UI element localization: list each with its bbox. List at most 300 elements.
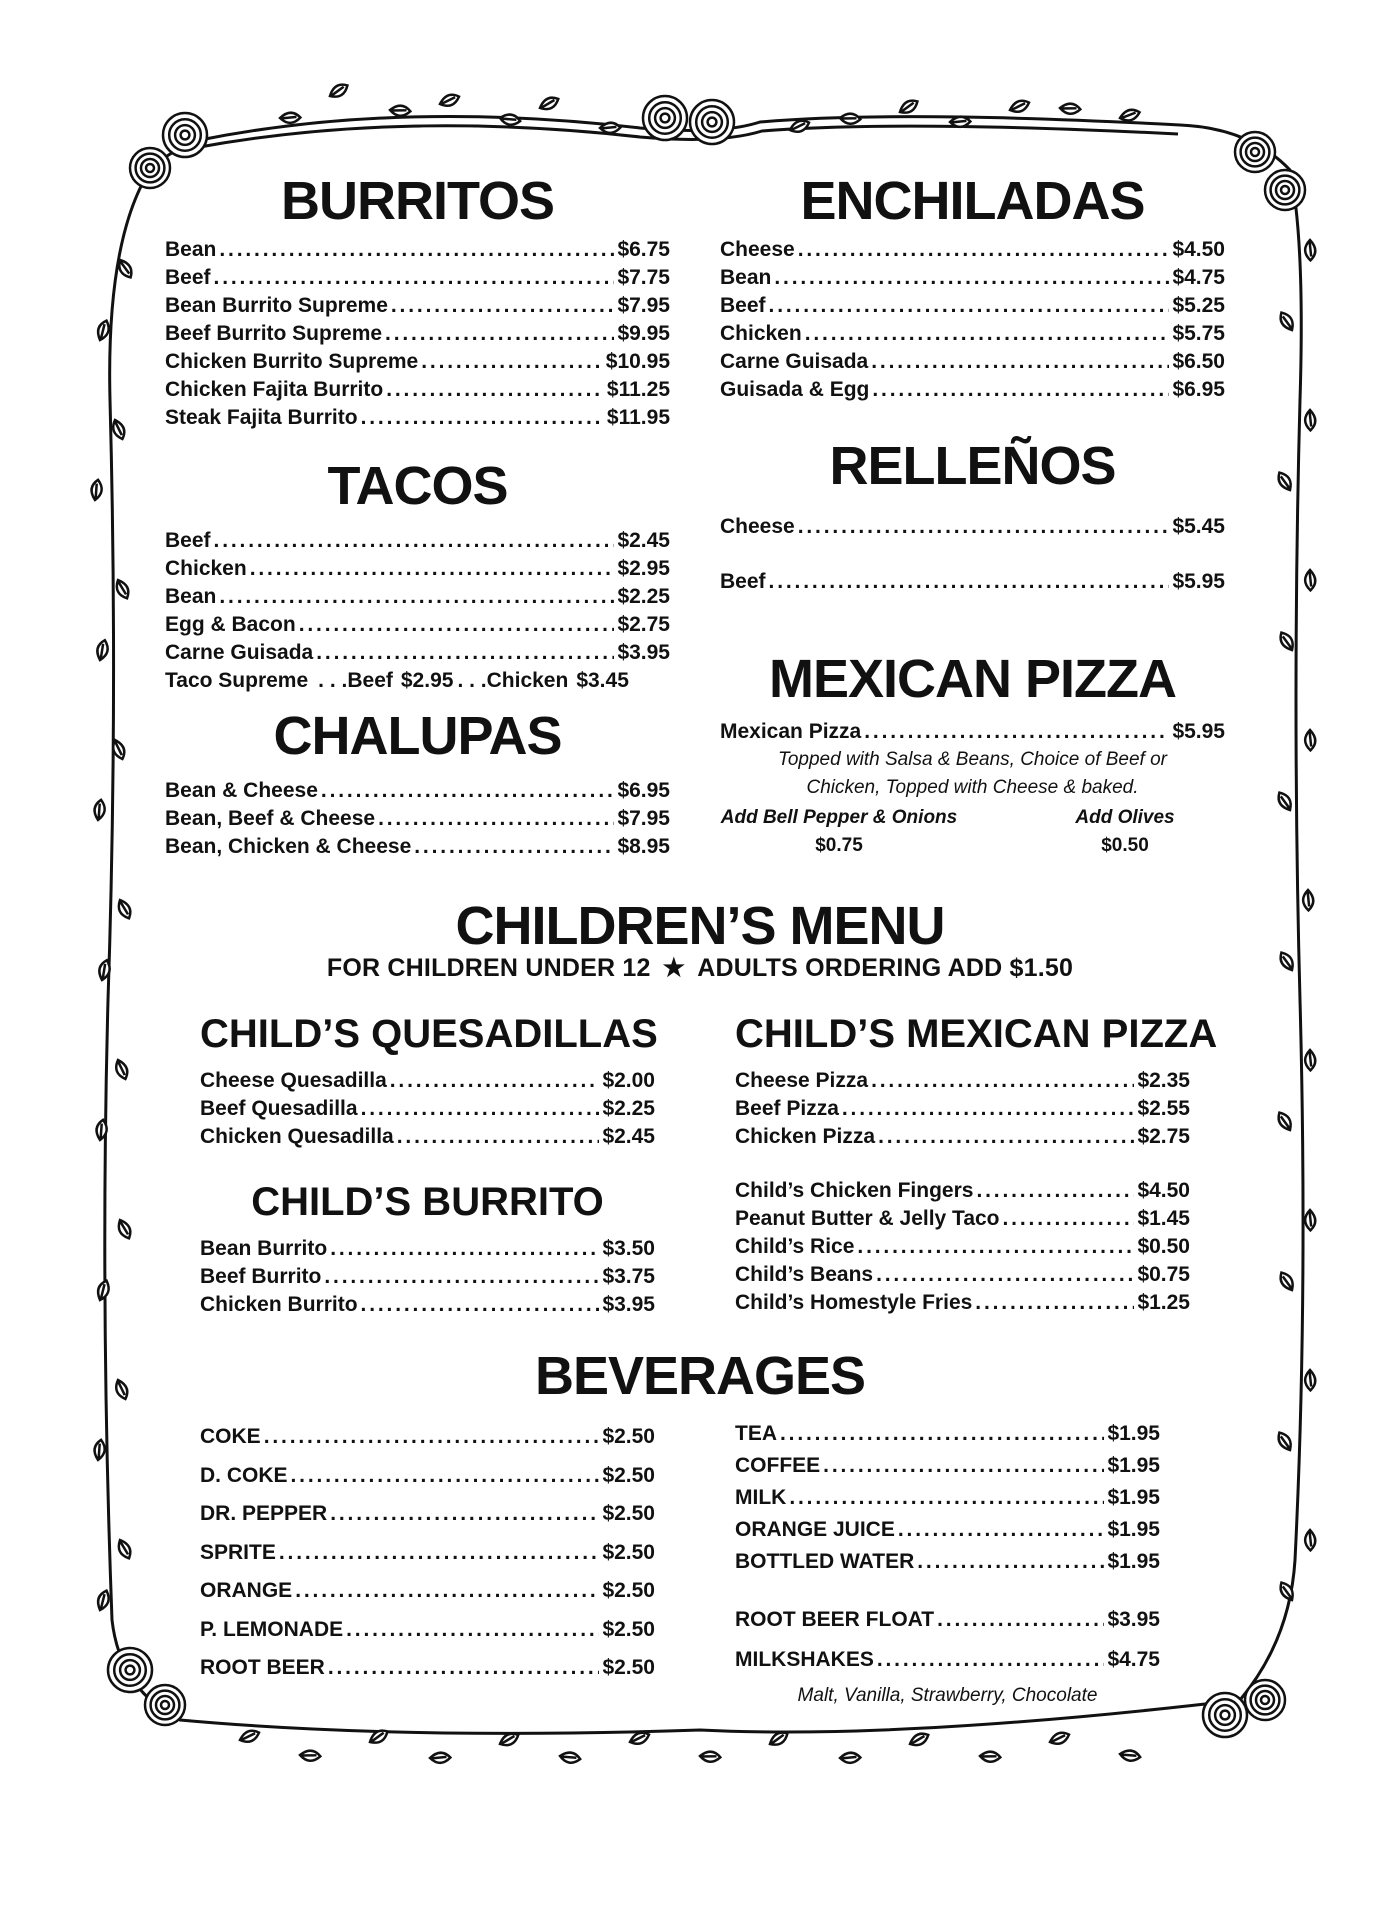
dot-leader [842, 1095, 1135, 1123]
dot-leader [346, 1611, 599, 1650]
leaf-icon [789, 119, 811, 133]
item-price: $7.75 [617, 266, 670, 289]
leaf-icon [1303, 1049, 1317, 1071]
item-name: Bean & Cheese [165, 779, 318, 802]
leaf-icon [1303, 1529, 1317, 1551]
menu-item-row [735, 1450, 1160, 1482]
item-name: P. LEMONADE [200, 1617, 344, 1641]
menu-item-row [735, 1289, 1190, 1317]
item-price: $2.50 [602, 1463, 655, 1487]
rose-icon [1245, 1680, 1285, 1720]
dot-leader [299, 611, 615, 639]
item-price: $5.25 [1172, 294, 1225, 317]
beverages-title: BEVERAGES [534, 1346, 866, 1406]
child-pizza-title: CHILD’S MEXICAN PIZZA [735, 1012, 1218, 1056]
mexican-pizza-title: MEXICAN PIZZA [768, 649, 1176, 709]
item-price: $6.50 [1172, 350, 1225, 373]
relleno-cheese-row [720, 513, 1225, 541]
dot-leader [421, 348, 603, 376]
leaf-icon [1303, 1209, 1317, 1231]
dot-leader [769, 292, 1170, 320]
taco-supreme-chicken-label: Chicken [486, 669, 569, 692]
item-price: $10.95 [605, 350, 670, 373]
item-price: $11.25 [606, 378, 670, 401]
chalupas-section [165, 705, 670, 861]
star-icon: ★ [662, 954, 686, 982]
item-price: $1.95 [1107, 1422, 1160, 1445]
item-name: Cheese Pizza [735, 1069, 869, 1092]
leaf-icon [979, 1749, 1001, 1764]
dot-leader [805, 320, 1170, 348]
menu-item-row [200, 1457, 655, 1496]
item-name: Beef Pizza [735, 1097, 839, 1120]
item-price: $6.95 [617, 779, 670, 802]
item-name: BOTTLED WATER [735, 1550, 915, 1573]
dot-leader [397, 1123, 600, 1151]
beverages-left [200, 1418, 655, 1688]
leaf-icon [93, 639, 111, 662]
leaf-icon [699, 1749, 721, 1764]
item-price: $1.45 [1137, 1207, 1190, 1230]
leaf-icon [1119, 109, 1140, 121]
rose-icon [1265, 170, 1305, 210]
menu-item-row [200, 1495, 655, 1534]
dot-leader [823, 1450, 1104, 1482]
item-price: $3.50 [602, 1237, 655, 1260]
menu-item-row [200, 1123, 655, 1151]
addon-olives [1050, 804, 1200, 860]
rose-icon [108, 1648, 152, 1692]
menu-item-row [165, 320, 670, 348]
adult-surcharge-note: ADULTS ORDERING ADD $1.50 [697, 954, 1074, 982]
leaf-icon [629, 1731, 651, 1745]
menu-item-row [720, 236, 1225, 264]
dot-leader [937, 1600, 1104, 1640]
rose-icon [690, 100, 734, 144]
taco-supreme-beef-price: $2.95 [400, 669, 454, 692]
rose-icon [1203, 1693, 1247, 1737]
item-price: $1.95 [1107, 1486, 1160, 1509]
menu-item-row [735, 1640, 1160, 1680]
dot-leader [361, 404, 604, 432]
enchiladas-list [720, 236, 1225, 404]
item-name: Peanut Butter & Jelly Taco [735, 1207, 1000, 1230]
menu-item-row [200, 1572, 655, 1611]
item-price: $0.75 [1137, 1263, 1190, 1286]
mexican-pizza-section [720, 648, 1225, 862]
item-name: D. COKE [200, 1463, 288, 1487]
leaf-icon [429, 1751, 451, 1765]
leaf-icon [1278, 1270, 1295, 1292]
leaf-icon [439, 93, 461, 107]
dot-leader [414, 833, 614, 861]
beverages-right-extra-list [735, 1600, 1160, 1680]
leaf-icon [328, 82, 350, 99]
menu-item-row [165, 833, 670, 861]
menu-item-row [735, 1418, 1160, 1450]
menu-item-row [735, 1205, 1190, 1233]
enchiladas-title: ENCHILADAS [800, 171, 1145, 231]
taco-supreme-chicken-price: $3.45 [576, 669, 629, 692]
item-name: Mexican Pizza [720, 720, 862, 743]
item-price: $2.75 [1137, 1125, 1190, 1148]
rose-icon [163, 113, 207, 157]
item-price: $1.95 [1107, 1550, 1160, 1573]
mexican-pizza-row [720, 718, 1225, 746]
rose-icon [130, 148, 170, 188]
dot-leader [976, 1177, 1134, 1205]
dot-leader [871, 1067, 1134, 1095]
item-price: $2.50 [602, 1540, 655, 1564]
item-price: $0.50 [1137, 1235, 1190, 1258]
menu-item-row [735, 1482, 1160, 1514]
leaf-icon [1278, 630, 1295, 652]
dot-leader [330, 1495, 599, 1534]
dot-leader [264, 1418, 600, 1457]
leaf-icon [1303, 409, 1317, 431]
item-price: $2.95 [617, 557, 670, 580]
leaf-icon [839, 111, 861, 126]
item-price: $4.75 [1172, 266, 1225, 289]
leaf-icon [908, 1732, 930, 1747]
item-price: $4.50 [1137, 1179, 1190, 1202]
childrens-age-note: FOR CHILDREN UNDER 12 [326, 954, 651, 982]
child-pizza-section [735, 1012, 1218, 1317]
leaf-icon [239, 1729, 261, 1743]
item-name: Chicken Burrito Supreme [165, 350, 419, 373]
menu-item-row [735, 1261, 1190, 1289]
item-name: Carne Guisada [165, 641, 314, 664]
rellenos-title: RELLEÑOS [829, 436, 1116, 496]
dot-leader [917, 1546, 1104, 1578]
item-price: $1.95 [1107, 1518, 1160, 1541]
addon-bell-pepper [714, 804, 964, 860]
mexican-pizza-description-2: Chicken, Topped with Cheese & baked. [806, 777, 1139, 798]
dot-leader [316, 639, 614, 667]
dot-leader [774, 264, 1169, 292]
child-quesadillas-title: CHILD’S QUESADILLAS [200, 1012, 658, 1056]
rose-icon [145, 1685, 185, 1725]
item-price: $3.95 [617, 641, 670, 664]
item-name: Chicken Pizza [735, 1125, 876, 1148]
taco-supreme-beef-label: Beef [347, 669, 393, 692]
item-price: $1.25 [1137, 1291, 1190, 1314]
item-name: Egg & Bacon [165, 613, 296, 636]
dot-leader [876, 1261, 1134, 1289]
dot-leader [250, 555, 615, 583]
leaf-icon [1303, 1369, 1317, 1391]
leaf-icon [1303, 239, 1317, 261]
dot-leader [780, 1418, 1104, 1450]
dot-leader [878, 1123, 1134, 1151]
menu-item-row [735, 1233, 1190, 1261]
dot-leader [219, 583, 614, 611]
item-name: Steak Fajita Burrito [165, 406, 358, 429]
menu-item-row [165, 376, 670, 404]
leaf-icon [115, 1379, 129, 1401]
item-name: Child’s Beans [735, 1263, 874, 1286]
menu-item-row [165, 583, 670, 611]
item-price: $2.00 [602, 1069, 655, 1092]
leaf-icon [559, 1749, 581, 1766]
menu-item-row [165, 236, 670, 264]
item-name: TEA [735, 1422, 777, 1445]
dot-leader [328, 1649, 600, 1688]
leaf-icon [1009, 99, 1031, 113]
leaf-icon [115, 1059, 129, 1081]
childrens-menu-header [200, 895, 1200, 983]
menu-item-row [200, 1649, 655, 1688]
dot-leader [324, 1263, 599, 1291]
item-price: $5.45 [1172, 515, 1225, 538]
dot-leader [378, 805, 614, 833]
menu-item-row [720, 292, 1225, 320]
taco-supreme-row: Taco Supreme . . . Beef $2.95 . . . Chicken $3.45 [165, 667, 670, 695]
childrens-menu-title: CHILDREN’S MENU [455, 896, 945, 956]
enchiladas-section [720, 170, 1225, 404]
dot-leader [295, 1572, 599, 1611]
leaf-icon [538, 96, 560, 111]
item-price: $2.35 [1137, 1069, 1190, 1092]
menu-item-row [735, 1067, 1190, 1095]
leaf-icon [1119, 1747, 1141, 1764]
item-price: $11.95 [606, 406, 670, 429]
menu-item-row [165, 805, 670, 833]
item-price: $6.95 [1172, 378, 1225, 401]
burritos-title: BURRITOS [280, 171, 555, 231]
item-name: Cheese [720, 515, 795, 538]
dot-leader [390, 1067, 600, 1095]
beverages-right-list [735, 1418, 1160, 1578]
menu-item-row [165, 527, 670, 555]
item-price: $9.95 [617, 322, 670, 345]
child-burrito-section [200, 1180, 655, 1319]
menu-item-row [720, 320, 1225, 348]
leaf-icon [88, 479, 105, 501]
item-name: Beef [165, 266, 211, 289]
leaf-icon [1303, 729, 1317, 751]
leaf-icon [898, 98, 920, 115]
menu-item-row [720, 376, 1225, 404]
item-name: Child’s Homestyle Fries [735, 1291, 973, 1314]
item-name: Guisada & Egg [720, 378, 870, 401]
item-name: Bean [165, 585, 217, 608]
menu-item-row [165, 404, 670, 432]
item-price: $4.50 [1172, 238, 1225, 261]
chalupas-title: CHALUPAS [273, 706, 562, 766]
leaf-icon [1303, 569, 1317, 591]
menu-item-row [165, 611, 670, 639]
addon-label: Add Bell Pepper & Onions [720, 807, 958, 828]
item-price: $1.95 [1107, 1454, 1160, 1477]
dot-leader [1003, 1205, 1135, 1233]
child-extras-list [735, 1177, 1190, 1317]
dot-leader [219, 236, 614, 264]
dot-leader [385, 320, 614, 348]
menu-item-row [165, 639, 670, 667]
leaf-icon [117, 1538, 132, 1560]
menu-item-row [165, 292, 670, 320]
item-name: Bean, Chicken & Cheese [165, 835, 412, 858]
child-quesadillas-list [200, 1067, 655, 1151]
menu-item-row [200, 1067, 655, 1095]
item-name: Chicken Quesadilla [200, 1125, 394, 1148]
tacos-title: TACOS [327, 456, 508, 516]
menu-item-row [165, 264, 670, 292]
dot-leader [798, 236, 1170, 264]
leaf-icon [299, 1748, 321, 1763]
item-name: Cheese Quesadilla [200, 1069, 387, 1092]
taco-supreme-name: Taco Supreme [165, 669, 309, 692]
item-name: Chicken [165, 557, 247, 580]
menu-item-row [165, 777, 670, 805]
menu-item-row [200, 1611, 655, 1650]
item-name: Beef [720, 294, 766, 317]
item-name: Bean Burrito [200, 1237, 328, 1260]
child-quesadillas-section [200, 1012, 658, 1151]
menu-item-row [200, 1095, 655, 1123]
item-name: DR. PEPPER [200, 1502, 328, 1525]
leaf-icon [1278, 950, 1295, 972]
milkshake-flavors: Malt, Vanilla, Strawberry, Chocolate [797, 1685, 1098, 1706]
dot-leader [391, 292, 615, 320]
tacos-list [165, 527, 670, 667]
item-price: $2.45 [617, 529, 670, 552]
item-price: $2.50 [602, 1579, 655, 1602]
item-name: Bean, Beef & Cheese [165, 807, 376, 830]
tacos-section [165, 455, 670, 695]
item-name: Carne Guisada [720, 350, 869, 373]
menu-item-row [735, 1095, 1190, 1123]
item-price: $2.75 [617, 613, 670, 636]
item-price: $5.95 [1172, 570, 1225, 593]
item-price: $2.50 [602, 1617, 655, 1641]
leaf-icon [115, 578, 130, 600]
item-price: $3.75 [602, 1265, 655, 1288]
dot-leader [898, 1514, 1105, 1546]
childrens-menu-subtitle [200, 953, 1200, 983]
dot-leader [789, 1482, 1104, 1514]
item-name: Chicken [720, 322, 802, 345]
dot-leader [214, 264, 615, 292]
item-name: COKE [200, 1425, 261, 1448]
item-price: $2.50 [602, 1425, 655, 1448]
menu-item-row [735, 1123, 1190, 1151]
dot-leader [321, 777, 615, 805]
item-price: $2.50 [602, 1656, 655, 1679]
dot-leader [214, 527, 615, 555]
menu-item-row [200, 1263, 655, 1291]
item-name: MILK [735, 1486, 787, 1509]
menu-item-row [200, 1235, 655, 1263]
leaf-icon [1276, 1110, 1293, 1132]
item-name: Chicken Burrito [200, 1293, 358, 1316]
item-name: Bean Burrito Supreme [165, 294, 388, 317]
addon-price: $0.50 [1101, 835, 1149, 856]
leaf-icon [1059, 101, 1081, 116]
addon-price: $0.75 [815, 835, 863, 856]
dot-leader [871, 348, 1169, 376]
item-name: Beef Burrito [200, 1265, 322, 1288]
menu-item-row [200, 1291, 655, 1319]
leaf-icon [1276, 1430, 1293, 1452]
item-name: Cheese [720, 238, 795, 261]
item-name: COFFEE [735, 1454, 821, 1477]
item-name: Bean [720, 266, 772, 289]
chalupas-list [165, 777, 670, 861]
child-burrito-list [200, 1235, 655, 1319]
item-price: $7.95 [617, 807, 670, 830]
beverages-left-list [200, 1418, 655, 1688]
item-name: ROOT BEER [200, 1656, 325, 1679]
menu-item-row [735, 1177, 1190, 1205]
rose-icon [643, 96, 687, 140]
item-price: $5.95 [1172, 720, 1225, 743]
menu-item-row [720, 348, 1225, 376]
item-price: $2.55 [1137, 1097, 1190, 1120]
leaf-icon [1049, 1731, 1071, 1745]
relleno-beef-row [720, 568, 1225, 596]
menu-item-row [735, 1600, 1160, 1640]
item-price: $8.95 [617, 835, 670, 858]
item-name: Beef [720, 570, 766, 593]
leaf-icon [94, 1279, 113, 1302]
addon-label: Add Olives [1075, 807, 1175, 828]
item-name: SPRITE [200, 1540, 276, 1564]
leaf-icon [112, 419, 126, 441]
item-name: ROOT BEER FLOAT [735, 1608, 935, 1631]
dot-leader [361, 1095, 600, 1123]
item-price: $2.45 [602, 1125, 655, 1148]
item-name: MILKSHAKES [735, 1648, 874, 1671]
dot-leader [975, 1289, 1134, 1317]
rellenos-section [720, 435, 1225, 596]
menu-item-row [735, 1514, 1160, 1546]
menu-item-row [735, 1546, 1160, 1578]
burritos-section [165, 170, 670, 432]
burritos-list [165, 236, 670, 432]
dot-leader [279, 1534, 600, 1573]
leaf-icon [1278, 310, 1295, 332]
item-price: $7.95 [617, 294, 670, 317]
item-price: $4.75 [1107, 1648, 1160, 1671]
item-name: Child’s Rice [735, 1235, 855, 1258]
dot-leader [361, 1291, 600, 1319]
dot-leader [330, 1235, 599, 1263]
menu-item-row [165, 555, 670, 583]
item-name: Beef Burrito Supreme [165, 322, 383, 345]
leaf-icon [117, 258, 134, 280]
item-name: Child’s Chicken Fingers [735, 1179, 974, 1202]
item-price: $5.75 [1172, 322, 1225, 345]
dot-leader [291, 1457, 600, 1496]
beverages-section [400, 1345, 1000, 1407]
item-price: $2.50 [602, 1502, 655, 1525]
leaf-icon [93, 1119, 110, 1141]
item-price: $2.25 [617, 585, 670, 608]
item-name: Beef Quesadilla [200, 1097, 358, 1120]
item-name: ORANGE [200, 1579, 293, 1602]
leaf-icon [117, 898, 132, 920]
dot-leader [877, 1640, 1105, 1680]
item-name: ORANGE JUICE [735, 1518, 895, 1541]
leaf-icon [1276, 790, 1293, 812]
item-price: $3.95 [602, 1293, 655, 1316]
leaf-icon [279, 111, 301, 125]
item-name: Beef [165, 529, 211, 552]
leaf-icon [839, 1751, 861, 1765]
item-name: Bean [165, 238, 217, 261]
